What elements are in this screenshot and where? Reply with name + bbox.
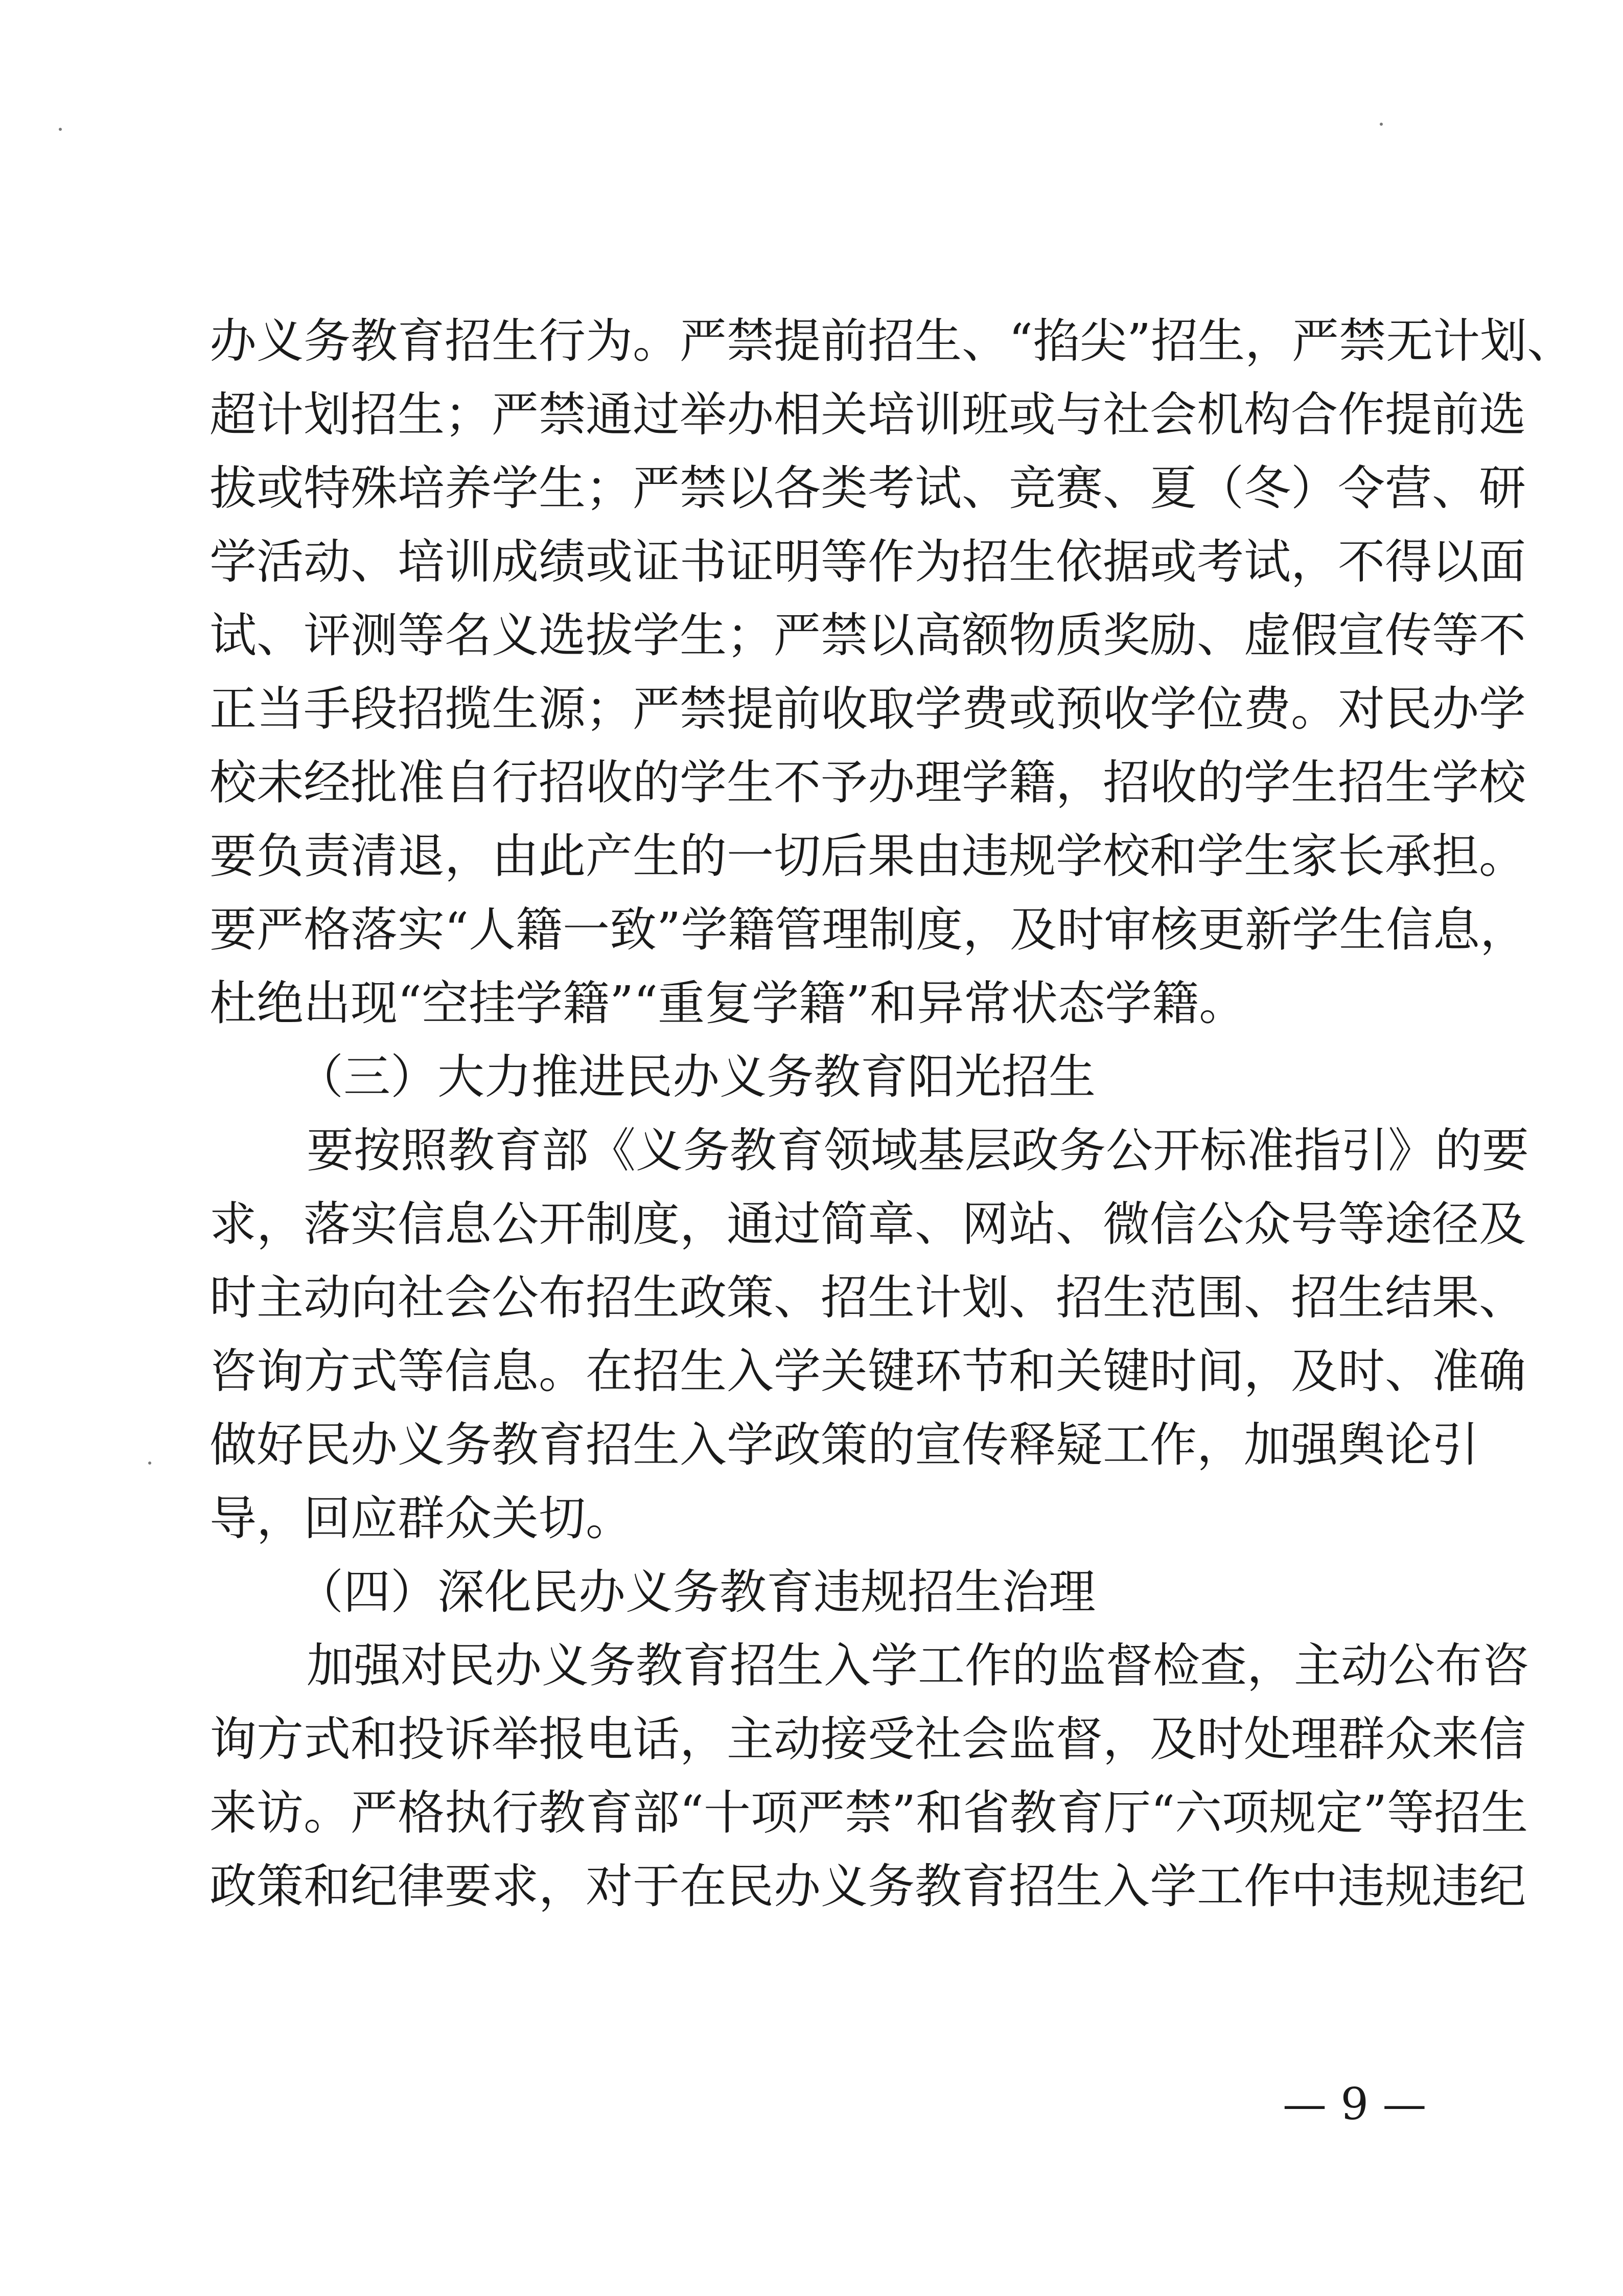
section-heading: （三）大力推进民办义务教育阳光招生 <box>296 1050 1096 1104</box>
section-heading: （四）深化民办义务教育违规招生治理 <box>296 1565 1096 1619</box>
text-line: 杜绝出现“空挂学籍”“重复学籍”和异常状态学籍。 <box>210 976 1246 1031</box>
text-line: 询方式和投诉举报电话，主动接受社会监督，及时处理群众来信 <box>210 1712 1526 1767</box>
text-line: 导，回应群众关切。 <box>210 1491 633 1546</box>
scan-speck <box>59 128 62 131</box>
scan-speck <box>1380 123 1383 126</box>
text-line: 要按照教育部《义务教育领域基层政务公开标准指引》的要 <box>307 1123 1529 1178</box>
text-line: 拔或特殊培养学生；严禁以各类考试、竞赛、夏（冬）令营、研 <box>210 461 1526 516</box>
text-line: 求，落实信息公开制度，通过简章、网站、微信公众号等途径及 <box>210 1197 1526 1251</box>
text-line: 正当手段招揽生源；严禁提前收取学费或预收学位费。对民办学 <box>210 682 1526 736</box>
text-line: 来访。严格执行教育部“十项严禁”和省教育厅“六项规定”等招生 <box>210 1785 1528 1840</box>
text-line: 办义务教育招生行为。严禁提前招生、“掐尖”招生，严禁无计划、 <box>210 314 1574 368</box>
scan-speck <box>148 1462 151 1465</box>
text-line: 超计划招生；严禁通过举办相关培训班或与社会机构合作提前选 <box>210 387 1526 442</box>
text-line: 要严格落实“人籍一致”学籍管理制度，及时审核更新学生信息， <box>210 902 1527 957</box>
text-line: 加强对民办义务教育招生入学工作的监督检查，主动公布咨 <box>307 1638 1529 1693</box>
text-line: 政策和纪律要求，对于在民办义务教育招生入学工作中违规违纪 <box>210 1859 1526 1914</box>
text-line: 咨询方式等信息。在招生入学关键环节和关键时间，及时、准确 <box>210 1344 1526 1399</box>
text-line: 校未经批准自行招收的学生不予办理学籍，招收的学生招生学校 <box>210 755 1526 810</box>
page-number: — 9 — <box>1283 2079 1427 2130</box>
text-line: 试、评测等名义选拔学生；严禁以高额物质奖励、虚假宣传等不 <box>210 608 1526 663</box>
text-line: 做好民办义务教育招生入学政策的宣传释疑工作，加强舆论引 <box>210 1418 1479 1472</box>
text-line: 时主动向社会公布招生政策、招生计划、招生范围、招生结果、 <box>210 1270 1526 1325</box>
text-line: 要负责清退，由此产生的一切后果由违规学校和学生家长承担。 <box>210 829 1526 884</box>
text-line: 学活动、培训成绩或证书证明等作为招生依据或考试，不得以面 <box>210 535 1526 589</box>
